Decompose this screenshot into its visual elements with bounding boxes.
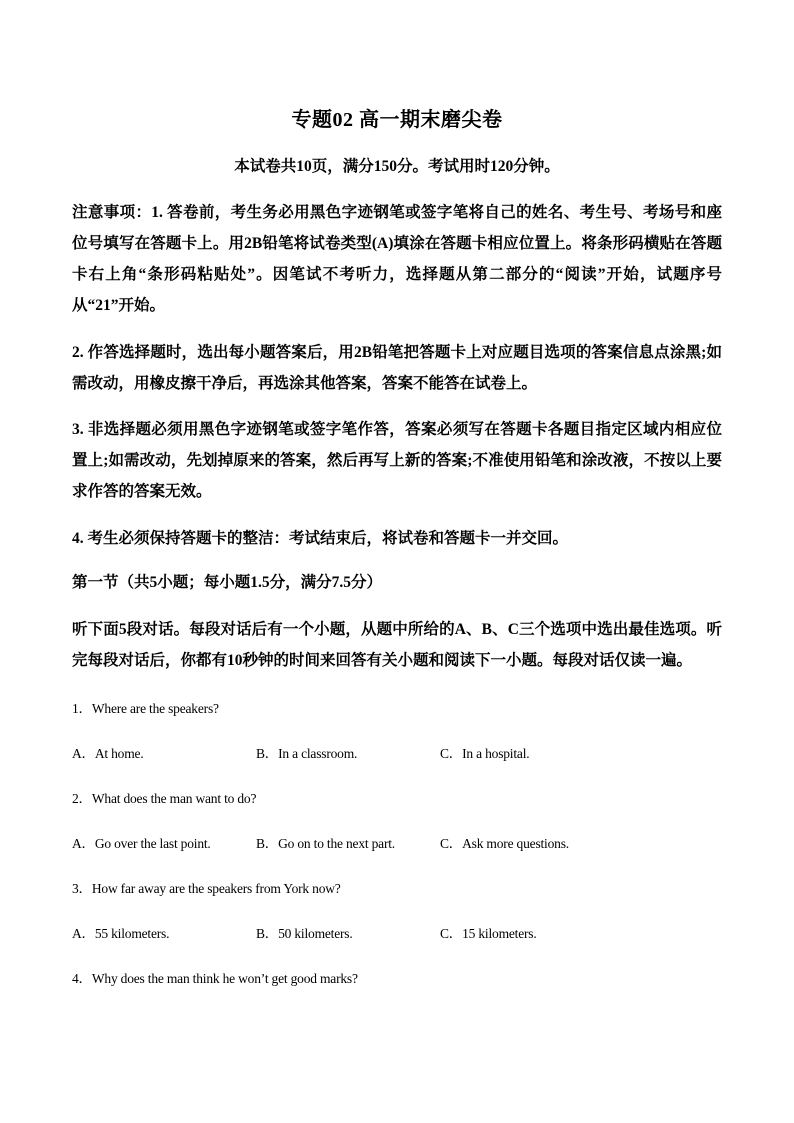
question-3-option-a: A．55 kilometers.: [72, 926, 170, 941]
page-title: 专题02 高一期末磨尖卷: [291, 109, 503, 131]
section-heading: 第一节（共5小题；每小题1.5分，满分7.5分）: [72, 574, 383, 591]
listening-instruction: 听下面5段对话。每段对话后有一个小题，从题中所给的A、B、C三个选项中选出最佳选项。听完每段对话后，你都有10秒钟的时间来回答有关小题和阅读下一小题。每段对话仅读一遍。: [72, 621, 722, 669]
question-3: 3．How far away are the speakers from York now?: [72, 881, 341, 896]
question-2: 2．What does the man want to do?: [72, 791, 257, 806]
question-2-option-c: C．Ask more questions.: [440, 836, 569, 851]
question-1-option-b: B．In a classroom.: [256, 746, 358, 761]
question-1-option-a: A．At home.: [72, 746, 144, 761]
question-4: 4．Why does the man think he won’t get good marks?: [72, 971, 358, 986]
question-1-option-c: C．In a hospital.: [440, 746, 530, 761]
note-paragraph-3: 3. 非选择题必须用黑色字迹钢笔或签字笔作答，答案必须写在答题卡各题目指定区域内相应位置上;如需改动，先划掉原来的答案，然后再写上新的答案;不准使用铅笔和涂改液，不按以上要求作答的答案无效。: [72, 421, 722, 500]
exam-subtitle: 本试卷共10页，满分150分。考试用时120分钟。: [234, 158, 560, 175]
note-paragraph-1: 注意事项：1. 答卷前，考生务必用黑色字迹钢笔或签字笔将自己的姓名、考生号、考场号和座位号填写在答题卡上。用2B铅笔将试卷类型(A)填涂在答题卡相应位置上。将条形码横贴在答题卡右上角“条形码粘贴处”。因笔试不考听力，选择题从第二部分的“阅读”开始，试题序号从“21”开始。: [72, 204, 722, 314]
question-2-option-b: B．Go on to the next part.: [256, 836, 395, 851]
question-2-option-a: A．Go over the last point.: [72, 836, 211, 851]
note-paragraph-4: 4. 考生必须保持答题卡的整洁：考试结束后，将试卷和答题卡一并交回。: [72, 530, 569, 547]
note-paragraph-2: 2. 作答选择题时，选出每小题答案后，用2B铅笔把答题卡上对应题目选项的答案信息点涂黑;如需改动，用橡皮擦干净后，再选涂其他答案，答案不能答在试卷上。: [72, 344, 722, 392]
question-3-option-b: B．50 kilometers.: [256, 926, 353, 941]
question-1: 1．Where are the speakers?: [72, 701, 219, 716]
question-3-option-c: C．15 kilometers.: [440, 926, 537, 941]
